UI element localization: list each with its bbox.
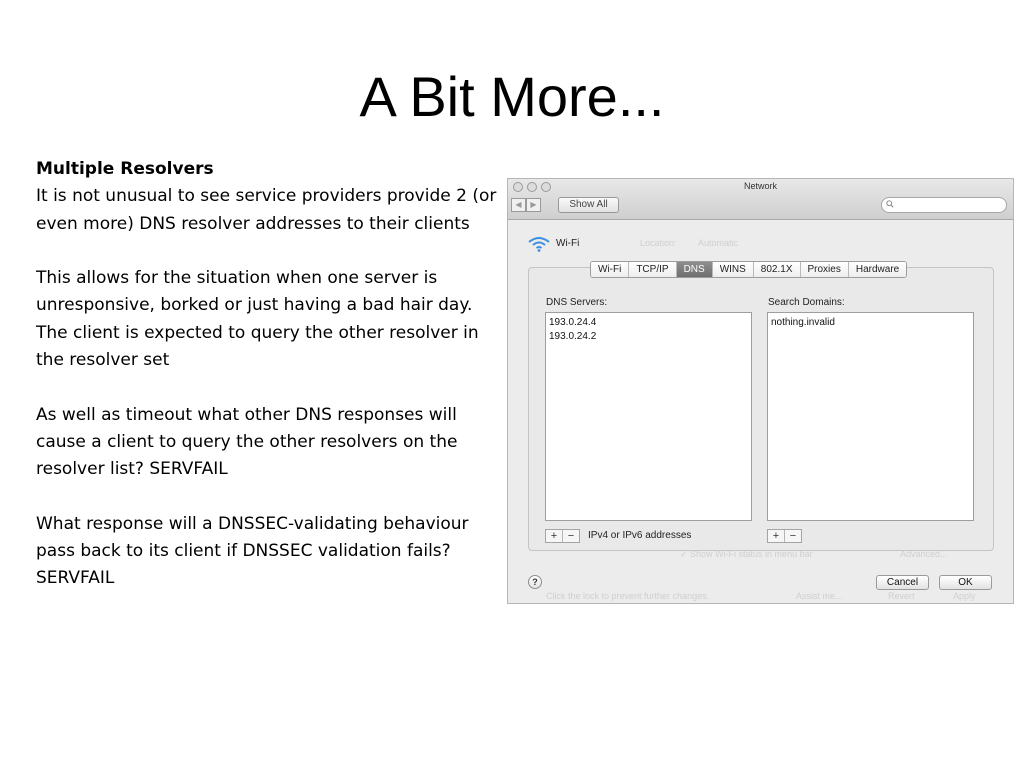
list-item[interactable]: nothing.invalid xyxy=(771,317,835,328)
tab-bar xyxy=(590,261,907,278)
tab-wifi[interactable]: Wi-Fi xyxy=(591,262,629,277)
answer-text: SERVFAIL xyxy=(36,568,115,589)
section-heading: Multiple Resolvers xyxy=(36,159,214,179)
add-dns-server-button[interactable]: + xyxy=(546,530,563,542)
lock-hint: Click the lock to prevent further changes. xyxy=(546,591,710,601)
tab-tcpip[interactable]: TCP/IP xyxy=(629,262,676,277)
tab-8021x[interactable]: 802.1X xyxy=(754,262,801,277)
dns-servers-label: DNS Servers: xyxy=(546,297,608,308)
address-hint: IPv4 or IPv6 addresses xyxy=(588,530,692,541)
remove-dns-server-button[interactable]: − xyxy=(567,530,575,542)
network-dialog xyxy=(507,178,1014,604)
title-bar xyxy=(508,179,1013,220)
search-domains-list[interactable] xyxy=(767,312,974,521)
slide-title: A Bit More... xyxy=(359,65,665,128)
revert-label: Revert xyxy=(888,591,915,601)
dns-servers-list[interactable] xyxy=(545,312,752,521)
add-search-domain-button[interactable]: + xyxy=(768,530,785,542)
location-label: Location: xyxy=(640,238,677,248)
paragraph-text: It is not unusual to see service providers provide 2 (or even more) DNS resolver addresses to their clients xyxy=(36,186,497,234)
remove-search-domain-button[interactable]: − xyxy=(789,530,797,542)
wifi-icon xyxy=(527,235,551,253)
tab-proxies[interactable]: Proxies xyxy=(801,262,849,277)
search-input[interactable] xyxy=(881,197,1007,213)
slide-body xyxy=(36,156,506,593)
tab-dns[interactable]: DNS xyxy=(677,262,713,277)
interface-label: Wi-Fi xyxy=(556,238,580,249)
list-item[interactable]: 193.0.24.2 xyxy=(549,331,597,342)
help-button[interactable]: ? xyxy=(528,575,542,589)
list-item[interactable]: 193.0.24.4 xyxy=(549,317,597,328)
ok-button[interactable]: OK xyxy=(939,575,992,590)
cancel-button[interactable]: Cancel xyxy=(876,575,929,590)
dns-servers-add-remove xyxy=(545,529,580,543)
tab-wins[interactable]: WINS xyxy=(713,262,754,277)
paragraph-question xyxy=(36,511,506,593)
paragraph-text: What response will a DNSSEC-validating behaviour pass back to its client if DNSSEC validation fails? xyxy=(36,513,469,562)
paragraph-text: This allows for the situation when one server is unresponsive, borked or just having a bad hair day. The client is expected to query the other resolver in the resolver set xyxy=(36,268,479,371)
search-icon xyxy=(886,200,894,208)
paragraph-text: As well as timeout what other DNS responses will cause a client to query the other resolvers on the resolver list? SERVFAIL xyxy=(36,404,458,480)
show-status-label: ✓ Show Wi-Fi status in menu bar xyxy=(680,549,813,559)
search-domains-label: Search Domains: xyxy=(768,297,845,308)
show-all-button[interactable]: Show All xyxy=(558,197,619,213)
back-button[interactable]: ◀ xyxy=(511,198,526,212)
tab-hardware[interactable]: Hardware xyxy=(849,262,906,277)
window-title: Network xyxy=(743,181,777,191)
location-value: Automatic xyxy=(698,238,739,248)
apply-label: Apply xyxy=(953,591,976,601)
assist-label: Assist me... xyxy=(796,591,843,601)
search-domains-add-remove xyxy=(767,529,802,543)
forward-button[interactable]: ▶ xyxy=(526,198,541,212)
advanced-label: Advanced... xyxy=(900,549,948,559)
paragraph-intro xyxy=(36,156,506,238)
